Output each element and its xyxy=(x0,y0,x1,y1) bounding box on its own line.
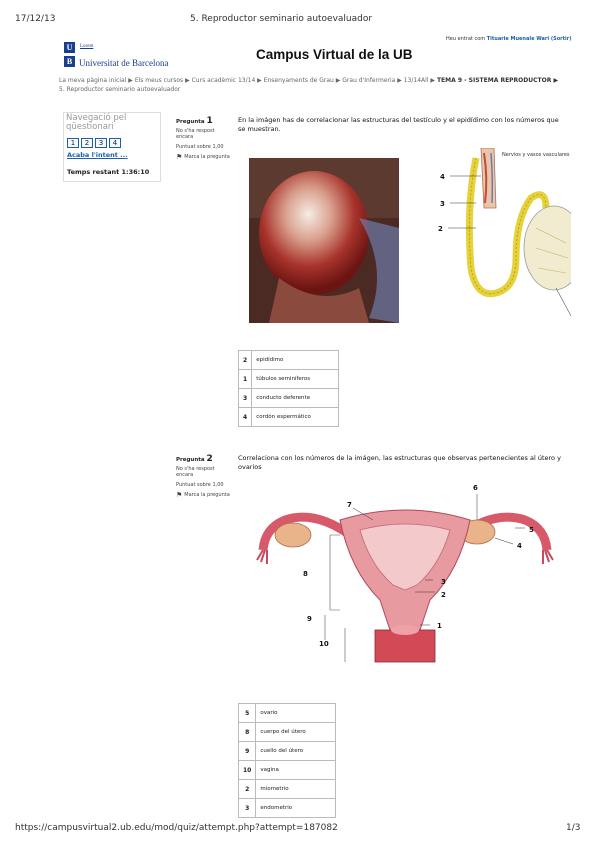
answer-row[interactable] xyxy=(239,370,339,389)
answer-row[interactable] xyxy=(239,408,339,427)
answer-number: 2 xyxy=(239,351,252,370)
uterus-diagram xyxy=(255,480,555,665)
question-2-answers xyxy=(238,703,336,818)
q2-label-3: 3 xyxy=(441,578,446,586)
q2-label-8: 8 xyxy=(303,570,308,578)
answer-number: 3 xyxy=(239,799,256,818)
quiz-nav-button-1[interactable]: 1 xyxy=(67,138,79,148)
answer-number: 4 xyxy=(239,408,252,427)
answer-label: cuerpo del útero xyxy=(256,723,336,742)
question-1-info xyxy=(176,116,231,160)
finish-attempt-link[interactable]: Acaba l'intent ... xyxy=(67,151,128,159)
breadcrumb-current-section[interactable]: TEMA 9 - SISTEMA REPRODUCTOR ▶ xyxy=(436,77,559,84)
answer-label: cordón espermático xyxy=(252,408,339,427)
question-1-flag-label: Marca la pregunta xyxy=(184,154,230,160)
logo-b-mark: B xyxy=(64,56,75,67)
q2-label-6: 6 xyxy=(473,484,478,492)
breadcrumb-page: 5. Reproductor seminario autoevaluador xyxy=(59,86,181,93)
answer-label: endometrio xyxy=(256,799,336,818)
print-page-title: 5. Reproductor seminario autoevaluador xyxy=(190,14,373,24)
answer-label: vagina xyxy=(256,761,336,780)
question-2-flag-label: Marca la pregunta xyxy=(184,492,230,498)
flag-icon: ⚑ xyxy=(176,491,183,499)
question-1-text: En la imágen has de correlacionar las estructuras del testículo y el epidídimo con los números que se muestran. xyxy=(238,116,559,133)
quiz-nav-button-3[interactable]: 3 xyxy=(95,138,107,148)
ub-logo[interactable] xyxy=(64,42,174,70)
question-2-flag[interactable] xyxy=(176,492,231,498)
answer-label: cuello del útero xyxy=(256,742,336,761)
q2-label-7: 7 xyxy=(347,501,352,509)
q2-label-2: 2 xyxy=(441,591,446,599)
flag-icon: ⚑ xyxy=(176,153,183,161)
quiz-nav-title: Navegació pel qüestionari xyxy=(66,113,127,132)
answer-label: epidídimo xyxy=(252,351,339,370)
site-title: Campus Virtual de la UB xyxy=(256,47,413,62)
print-url: https://campusvirtual2.ub.edu/mod/quiz/attempt.php?attempt=187082 xyxy=(15,823,338,833)
answer-number: 1 xyxy=(239,370,252,389)
question-2-info xyxy=(176,454,231,498)
q1-image-caption: Nervios y vasos vasculares xyxy=(502,152,570,158)
login-info xyxy=(446,36,572,42)
question-1-points: Puntuat sobre 1,00 xyxy=(176,144,224,150)
q1-label-4: 4 xyxy=(440,173,445,181)
question-2-text: Correlaciona con los números de la imágen, las estructuras que observas pertenecientes al útero y ovarios xyxy=(238,454,561,471)
quiz-navigation-block xyxy=(63,112,161,182)
answer-row[interactable] xyxy=(239,761,336,780)
answer-row[interactable] xyxy=(239,723,336,742)
answer-number: 2 xyxy=(239,780,256,799)
university-name: Universitat de Barcelona xyxy=(79,58,169,68)
print-date: 17/12/13 xyxy=(15,14,56,24)
quiz-nav-button-4[interactable]: 4 xyxy=(109,138,121,148)
answer-row[interactable] xyxy=(239,351,339,370)
question-1-number xyxy=(176,116,231,126)
q2-label-5: 5 xyxy=(529,526,534,534)
answer-number: 9 xyxy=(239,742,256,761)
answer-row[interactable] xyxy=(239,780,336,799)
testicle-photo xyxy=(249,158,399,323)
answer-number: 5 xyxy=(239,704,256,723)
time-left: Temps restant 1:36:10 xyxy=(67,168,150,176)
q2-label-10: 10 xyxy=(319,640,329,648)
question-2-status: No s'ha respost encara xyxy=(176,466,215,478)
breadcrumb xyxy=(59,76,584,94)
answer-row[interactable] xyxy=(239,389,339,408)
answer-label: túbulos seminíferos xyxy=(252,370,339,389)
question-1-label: Pregunta xyxy=(176,119,205,125)
answer-number: 10 xyxy=(239,761,256,780)
answer-number: 8 xyxy=(239,723,256,742)
question-2-num: 2 xyxy=(206,454,213,464)
q2-label-1: 1 xyxy=(437,622,442,630)
q2-label-9: 9 xyxy=(307,615,312,623)
breadcrumb-path[interactable]: La meva pàgina inicial ▶ Els meus cursos ▶ Curs acadèmic 13/14 ▶ Ensenyaments de Grau ▶ Grau d'Infermeria ▶ 13/14All ▶ xyxy=(59,77,436,84)
question-2-label: Pregunta xyxy=(176,457,205,463)
epididymis-diagram xyxy=(436,148,571,318)
question-1-flag[interactable] xyxy=(176,154,231,160)
answer-number: 3 xyxy=(239,389,252,408)
print-page-number: 1/3 xyxy=(566,823,581,833)
question-1-status: No s'ha respost encara xyxy=(176,128,215,140)
q2-label-4: 4 xyxy=(517,542,522,550)
logo-small-text: Lorem xyxy=(80,44,94,49)
answer-row[interactable] xyxy=(239,742,336,761)
question-1-num: 1 xyxy=(206,116,213,126)
answer-label: conducto deferente xyxy=(252,389,339,408)
answer-row[interactable] xyxy=(239,799,336,818)
login-prefix: Heu entrat com xyxy=(446,36,486,42)
q1-label-3: 3 xyxy=(440,200,445,208)
answer-label: miometrio xyxy=(256,780,336,799)
q1-label-2: 2 xyxy=(438,225,443,233)
quiz-nav-button-2[interactable]: 2 xyxy=(81,138,93,148)
question-2-points: Puntuat sobre 1,00 xyxy=(176,482,224,488)
answer-label: ovario xyxy=(256,704,336,723)
question-2-number xyxy=(176,454,231,464)
answer-row[interactable] xyxy=(239,704,336,723)
logo-u-mark: U xyxy=(64,42,75,53)
user-link[interactable]: Tituarie Muenale Wari (Sortir) xyxy=(486,36,572,42)
question-1-answers xyxy=(238,350,339,427)
